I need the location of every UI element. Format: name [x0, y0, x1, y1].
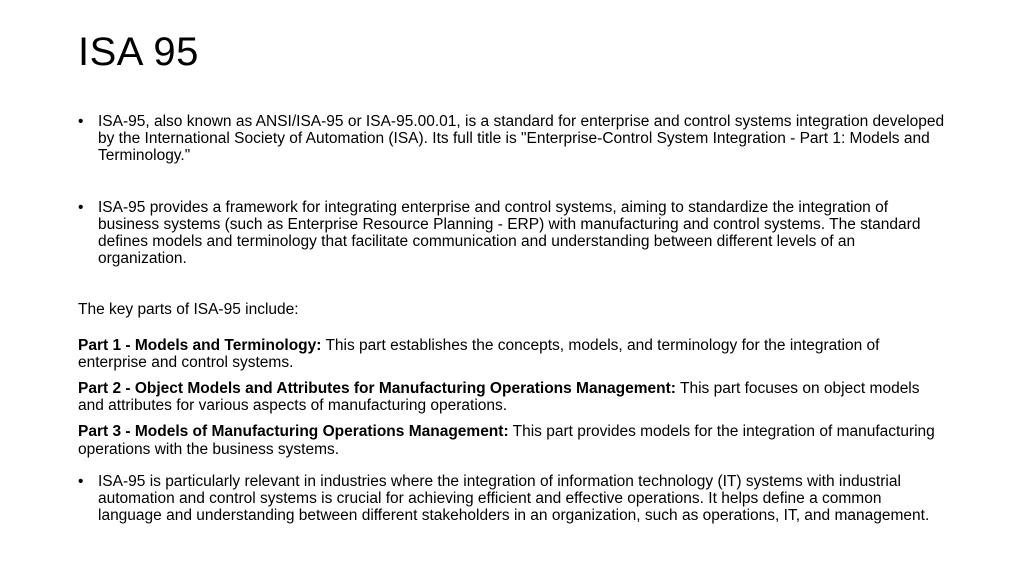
bullet-text: ISA-95 provides a framework for integrating enterprise and control systems, aiming to standardize the integration of business systems (such as Enterprise Resource Planning - ERP) with manufacturing and control systems. The standard defines models and terminology that facilitate communication and understanding between different levels of an organization.: [98, 198, 921, 268]
bullet-item: [78, 113, 948, 165]
slide-title: ISA 95: [78, 30, 199, 74]
part-item: [78, 423, 948, 457]
part-label: Part 2 - Object Models and Attributes for Manufacturing Operations Management:: [78, 380, 676, 398]
part-text: This part establishes the concepts, models, and terminology for the integration of enterprise and control systems.: [78, 336, 880, 371]
part-label: Part 1 - Models and Terminology:: [78, 336, 322, 354]
bullet-text: ISA-95, also known as ANSI/ISA-95 or ISA-95.00.01, is a standard for enterprise and control systems integration developed by the International Society of Automation (ISA). Its full title is "Enterprise-Control System Integration - Part 1: Models and Terminology.": [98, 113, 945, 165]
part-text: This part focuses on object models and attributes for various aspects of manufacturing operations.: [78, 380, 920, 415]
bullet-item: [78, 473, 948, 525]
part-text: This part provides models for the integration of manufacturing operations with the business systems.: [78, 423, 935, 458]
part-label: Part 3 - Models of Manufacturing Operations Management:: [78, 423, 509, 441]
slide-body: [78, 113, 948, 524]
bullet-icon: •: [78, 113, 84, 130]
part-item: [78, 380, 948, 414]
bullet-item: [78, 199, 948, 268]
bullet-text: ISA-95 is particularly relevant in industries where the integration of information technology (IT) systems with industrial automation and control systems is crucial for achieving efficient and effective operations. It helps define a common language and understanding between different stakeholders in an organization, such as operations, IT, and management.: [98, 472, 930, 525]
key-parts-intro: The key parts of ISA-95 include:: [78, 301, 299, 319]
part-item: [78, 337, 948, 371]
bullet-icon: •: [78, 472, 84, 490]
bullet-icon: •: [78, 198, 84, 216]
